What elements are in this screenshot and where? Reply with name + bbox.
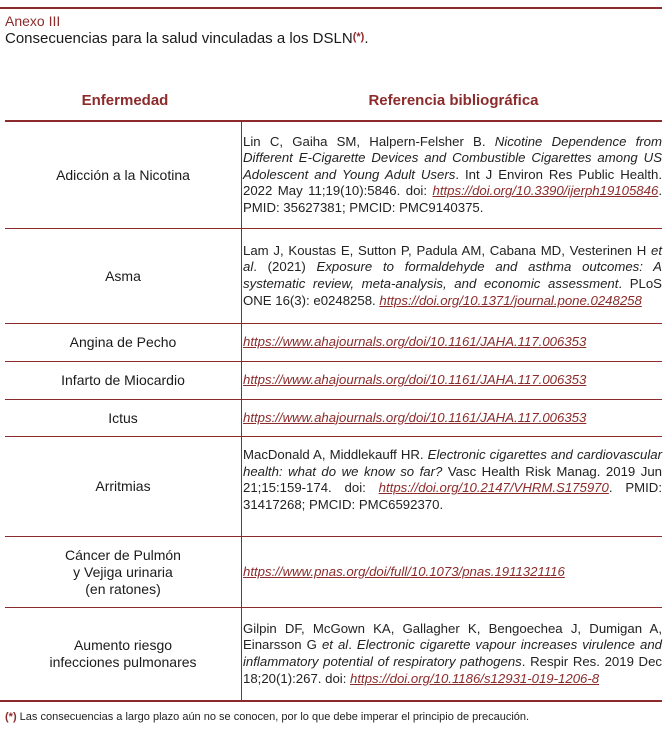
- column-divider: [241, 400, 242, 436]
- column-divider: [241, 122, 242, 228]
- ref-etal: et al: [243, 242, 662, 275]
- table-row: [5, 122, 662, 229]
- bottom-rule: [0, 700, 662, 702]
- disease-cell: Adicción a la Nicotina: [56, 166, 190, 183]
- disease-line: y Vejiga urinaria: [73, 563, 173, 580]
- reference-cell: [243, 324, 662, 361]
- disease-line: Aumento riesgo: [73, 637, 173, 653]
- column-divider: [241, 437, 242, 536]
- column-divider: [241, 537, 242, 607]
- footnote-text: Las consecuencias a largo plazo aún no se conocen, por lo que debe imperar el principio de precaución.: [16, 711, 530, 723]
- ref-link[interactable]: https://www.pnas.org/doi/full/10.1073/pnas.1911321116: [243, 563, 565, 579]
- ref-source: . Respir Res. 2019 Dec 18;20(1):267. doi:: [243, 654, 662, 686]
- ref-ids: . PMID: 31417268; PMCID: PMC6592370.: [243, 480, 662, 512]
- table-row: [5, 537, 662, 608]
- ref-link[interactable]: https://www.ahajournals.org/doi/10.1161/JAHA.117.006353: [243, 372, 587, 388]
- caption-footnote-mark: (*): [352, 31, 365, 43]
- ref-doi-link[interactable]: https://doi.org/10.1186/s12931-019-1206-8: [350, 670, 600, 686]
- top-rule: [0, 7, 662, 9]
- column-divider: [241, 229, 242, 323]
- table-row: [5, 437, 662, 537]
- ref-etal: et al: [321, 637, 349, 653]
- column-divider: [241, 608, 242, 700]
- ref-doi-link[interactable]: https://doi.org/10.2147/VHRM.S175970: [378, 480, 609, 496]
- table-row: [5, 400, 662, 437]
- table-caption: [5, 30, 368, 47]
- column-header-reference: Referencia bibliográfica: [368, 92, 539, 109]
- ref-title: Electronic cigarette vapour increases virulence and inflammatory potential of respiratory pathogens: [243, 637, 663, 669]
- table-header: [5, 86, 662, 122]
- disease-cell: Infarto de Miocardio: [61, 372, 185, 388]
- ref-link[interactable]: https://www.ahajournals.org/doi/10.1161/JAHA.117.006353: [243, 409, 587, 425]
- ref-link[interactable]: https://www.ahajournals.org/doi/10.1161/JAHA.117.006353: [243, 334, 587, 350]
- annex-label: Anexo III: [5, 13, 61, 29]
- disease-cell: Angina de Pecho: [69, 334, 177, 350]
- disease-line: (en ratones): [85, 580, 161, 597]
- ref-title: Nicotine Dependence from Different E-Cigarette Devices and Combustible Cigarettes among US Adolescent and Young Adult Users: [243, 133, 662, 182]
- disease-line: infecciones pulmonares: [49, 654, 197, 670]
- caption-text: Consecuencias para la salud vinculadas a los DSLN: [5, 30, 353, 47]
- reference-cell: [243, 362, 662, 399]
- ref-source: . PLoS ONE 16(3): e0248258.: [243, 276, 662, 308]
- disease-cell: Arritmias: [95, 478, 151, 494]
- ref-doi-link[interactable]: https://doi.org/10.1371/journal.pone.0248258: [379, 292, 642, 308]
- reference-cell: [243, 400, 662, 436]
- table-row: [5, 362, 662, 400]
- disease-cell: [5, 537, 241, 607]
- table-row: [5, 229, 662, 324]
- caption-period: .: [364, 30, 369, 47]
- disease-cell: Asma: [105, 267, 141, 284]
- footnote-mark: (*): [5, 711, 17, 723]
- disease-cell: [5, 608, 241, 700]
- footnote: [5, 711, 529, 723]
- disease-line: Cáncer de Pulmón: [65, 546, 181, 563]
- reference-cell: [243, 229, 662, 323]
- ref-separator: .: [348, 637, 357, 653]
- reference-cell: [243, 608, 662, 700]
- ref-year: . (2021): [253, 259, 317, 275]
- reference-cell: [243, 437, 662, 536]
- ref-doi-link[interactable]: https://doi.org/10.3390/ijerph19105846: [432, 183, 659, 199]
- column-divider: [241, 362, 242, 399]
- ref-source: . Int J Environ Res Public Health. 2022 May 11;19(10):5846. doi:: [243, 166, 662, 199]
- ref-authors: Gilpin DF, McGown KA, Gallagher K, Bengoechea J, Dumigan A, Einarsson G: [243, 620, 662, 653]
- ref-title: Electronic cigarettes and cardiovascular health: what do we know so far?: [243, 447, 662, 479]
- reference-cell: [243, 122, 662, 228]
- table-row: [5, 608, 662, 700]
- ref-authors: Lin C, Gaiha SM, Halpern-Felsher B.: [243, 133, 495, 149]
- ref-authors: MacDonald A, Middlekauff HR.: [243, 447, 428, 462]
- reference-cell: [243, 537, 662, 607]
- column-divider: [241, 324, 242, 361]
- ref-ids: . PMID: 35627381; PMCID: PMC9140375.: [243, 183, 662, 215]
- ref-source: Vasc Health Risk Manag. 2019 Jun 21;15:159-174. doi:: [243, 463, 662, 496]
- disease-cell: Ictus: [108, 409, 138, 426]
- table-row: [5, 324, 662, 362]
- ref-authors: Lam J, Koustas E, Sutton P, Padula AM, Cabana MD, Vesterinen H: [243, 242, 651, 258]
- column-header-disease: Enfermedad: [81, 92, 169, 109]
- ref-title: Exposure to formaldehyde and asthma outcomes: A systematic review, meta-analysis, and economic assessment: [243, 259, 662, 291]
